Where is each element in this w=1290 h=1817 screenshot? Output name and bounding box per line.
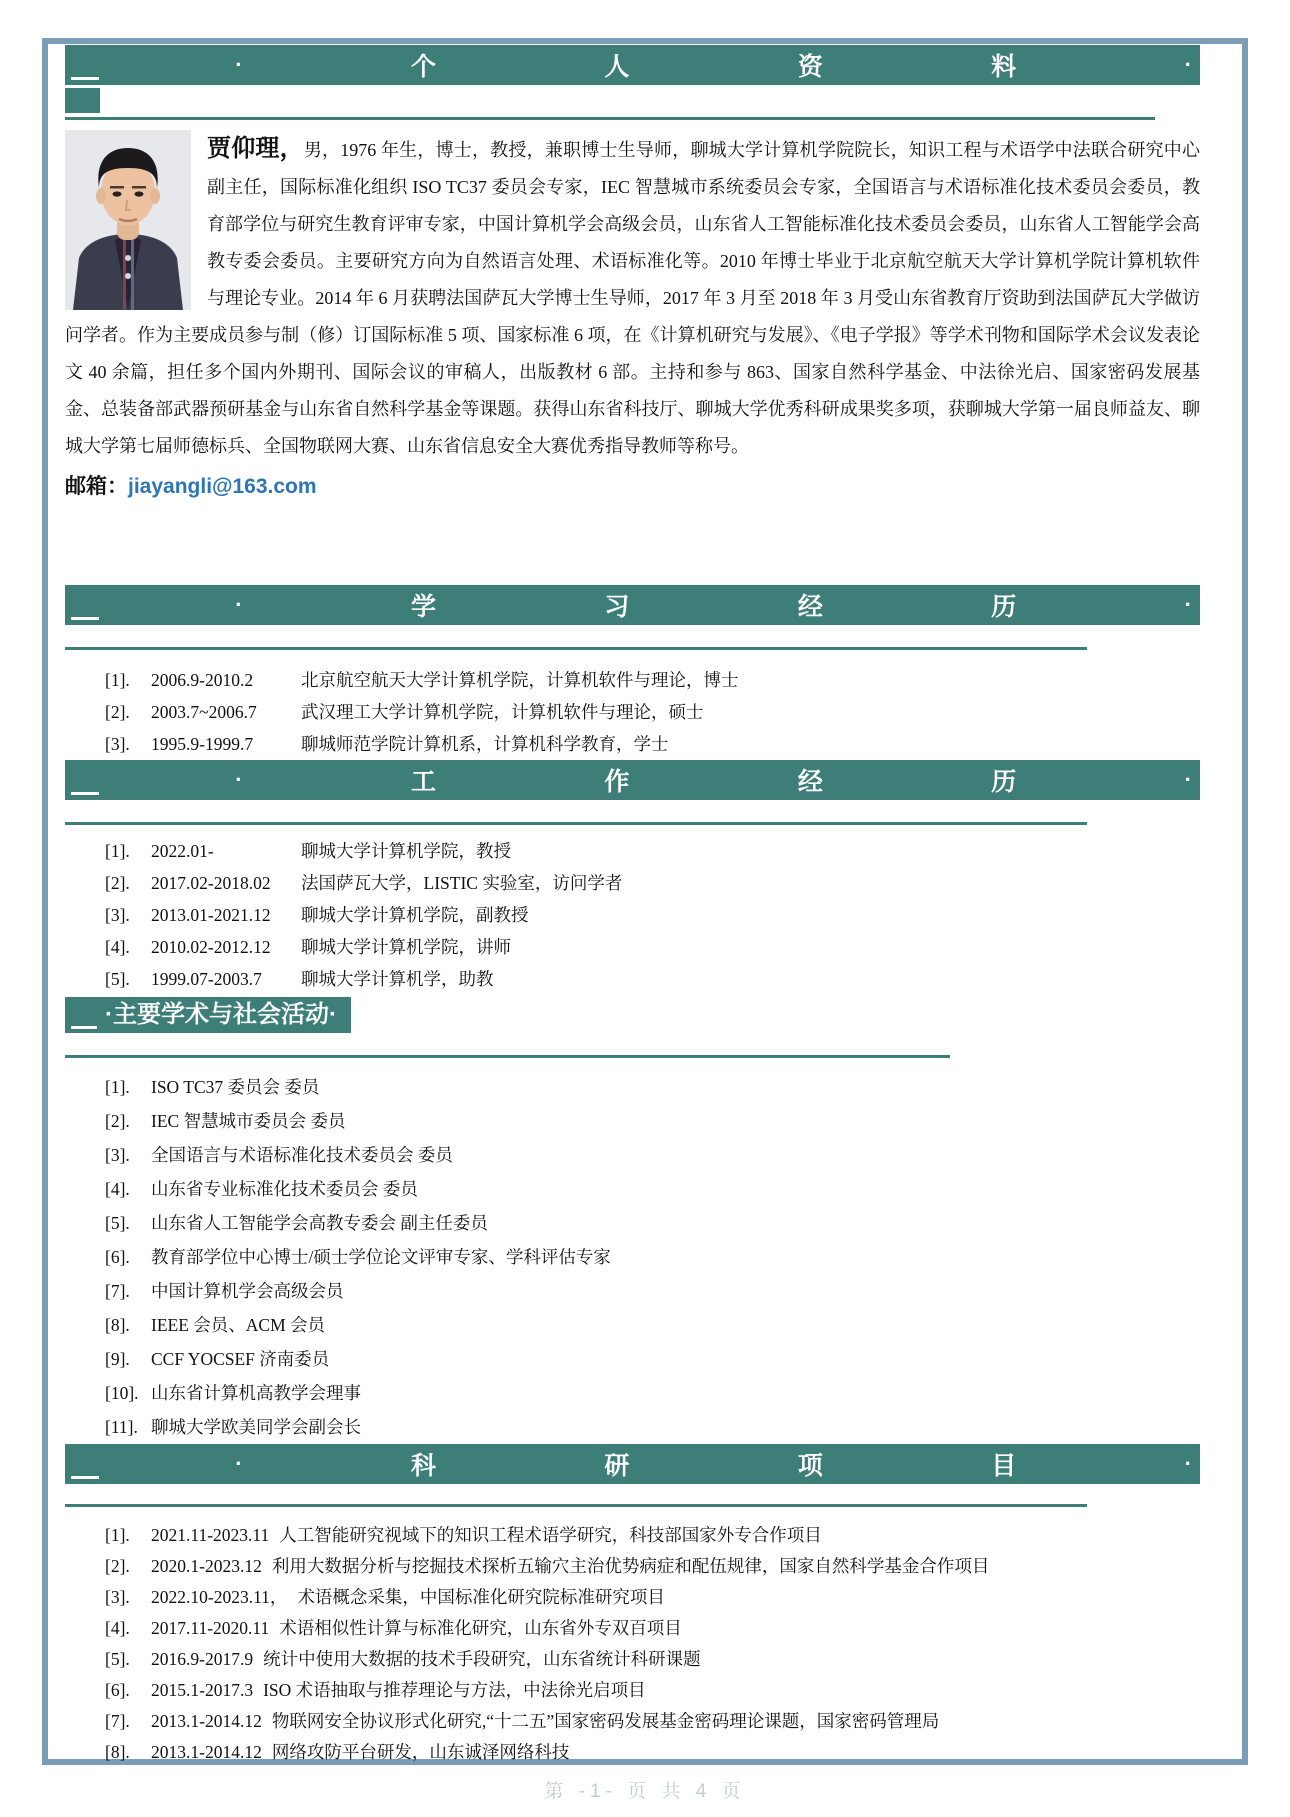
entry-index: [2]. bbox=[105, 1556, 130, 1576]
entry-text: ISO 术语抽取与推荐理论与方法，中法徐光启项目 bbox=[263, 1680, 646, 1700]
entry-date: 2021.11-2023.11 bbox=[151, 1525, 270, 1545]
activity-item bbox=[105, 1410, 1200, 1444]
entry-date: 1995.9-1999.7 bbox=[151, 734, 254, 754]
activity-item bbox=[105, 1070, 1200, 1104]
section-banner-education bbox=[65, 585, 1200, 625]
entry-index: [3]. bbox=[105, 734, 130, 754]
entry-index: [2]. bbox=[105, 1111, 130, 1131]
work-item bbox=[105, 835, 1200, 867]
entry-index: [1]. bbox=[105, 1077, 130, 1097]
banner-title-work: 工 作 经 历 bbox=[410, 768, 1017, 796]
entry-text: IEC 智慧城市委员会 委员 bbox=[151, 1111, 346, 1131]
entry-index: [11]. bbox=[105, 1417, 138, 1437]
entry-index: [5]. bbox=[105, 1213, 130, 1233]
banner-title-projects: 科 研 项 目 bbox=[410, 1452, 1017, 1480]
entry-index: [1]. bbox=[105, 841, 130, 861]
activity-item bbox=[105, 1172, 1200, 1206]
banner-dot: · bbox=[1184, 767, 1192, 792]
activity-item bbox=[105, 1308, 1200, 1342]
entry-text: 法国萨瓦大学，LISTIC 实验室，访问学者 bbox=[301, 873, 623, 893]
project-item bbox=[105, 1551, 1200, 1582]
project-item bbox=[105, 1520, 1200, 1551]
work-item bbox=[105, 963, 1200, 995]
entry-text: 教育部学位中心博士/硕士学位论文评审专家、学科评估专家 bbox=[151, 1247, 611, 1267]
entry-text: 聊城师范学院计算机系，计算机科学教育，学士 bbox=[301, 734, 669, 754]
entry-text: 北京航空航天大学计算机学院，计算机软件与理论，博士 bbox=[301, 670, 739, 690]
project-item bbox=[105, 1644, 1200, 1675]
entry-date: 2003.7~2006.7 bbox=[151, 702, 257, 722]
entry-date: 2013.01-2021.12 bbox=[151, 905, 271, 925]
entry-text: 术语概念采集，中国标准化研究院标准研究项目 bbox=[297, 1587, 665, 1607]
section-divider bbox=[65, 1504, 1087, 1507]
entry-text: 聊城大学计算机学院，教授 bbox=[301, 841, 511, 861]
banner-corner-block bbox=[65, 88, 100, 113]
cv-document bbox=[65, 45, 1200, 1768]
entry-text: 全国语言与术语标准化技术委员会 委员 bbox=[151, 1145, 453, 1165]
project-item bbox=[105, 1613, 1200, 1644]
work-list bbox=[65, 835, 1200, 995]
email-address[interactable]: jiayangli@163.com bbox=[128, 475, 317, 498]
banner-dot: · bbox=[1184, 592, 1192, 617]
entry-date: 2022.10-2023.11， bbox=[151, 1587, 288, 1607]
entry-text: 山东省专业标准化技术委员会 委员 bbox=[151, 1179, 418, 1199]
entry-index: [6]. bbox=[105, 1680, 130, 1700]
entry-text: 人工智能研究视域下的知识工程术语学研究，科技部国家外专合作项目 bbox=[279, 1525, 822, 1545]
work-item bbox=[105, 867, 1200, 899]
banner-dot: · bbox=[235, 592, 243, 617]
entry-text: 山东省计算机高教学会理事 bbox=[151, 1383, 361, 1403]
entry-index: [5]. bbox=[105, 969, 130, 989]
entry-index: [4]. bbox=[105, 1618, 130, 1638]
banner-title-profile: 个 人 资 料 bbox=[410, 53, 1017, 81]
entry-date: 2006.9-2010.2 bbox=[151, 670, 254, 690]
activity-item bbox=[105, 1342, 1200, 1376]
section-banner-profile bbox=[65, 45, 1200, 85]
activity-item bbox=[105, 1240, 1200, 1274]
education-item bbox=[105, 728, 1200, 760]
entry-index: [2]. bbox=[105, 873, 130, 893]
entry-index: [5]. bbox=[105, 1649, 130, 1669]
banner-dot: · bbox=[235, 1451, 243, 1476]
project-item bbox=[105, 1706, 1200, 1737]
entry-text: 聊城大学计算机学院，副教授 bbox=[301, 905, 529, 925]
activity-item bbox=[105, 1104, 1200, 1138]
entry-index: [2]. bbox=[105, 702, 130, 722]
activities-list bbox=[65, 1070, 1200, 1444]
section-banner-activities: ·主要学术与社会活动· bbox=[65, 997, 351, 1033]
banner-dot: · bbox=[235, 767, 243, 792]
entry-index: [3]. bbox=[105, 1145, 130, 1165]
project-item bbox=[105, 1737, 1200, 1768]
entry-index: [4]. bbox=[105, 1179, 130, 1199]
entry-text: 聊城大学计算机学，助教 bbox=[301, 969, 494, 989]
entry-date: 2016.9-2017.9 bbox=[151, 1649, 254, 1669]
education-list bbox=[65, 664, 1200, 760]
entry-text: CCF YOCSEF 济南委员 bbox=[151, 1349, 330, 1369]
section-divider bbox=[65, 1055, 950, 1058]
entry-text: 统计中使用大数据的技术手段研究，山东省统计科研课题 bbox=[263, 1649, 701, 1669]
entry-date: 1999.07-2003.7 bbox=[151, 969, 262, 989]
entry-index: [7]. bbox=[105, 1281, 130, 1301]
section-banner-projects bbox=[65, 1444, 1200, 1484]
entry-date: 2013.1-2014.12 bbox=[151, 1711, 262, 1731]
entry-index: [1]. bbox=[105, 1525, 130, 1545]
entry-text: 聊城大学欧美同学会副会长 bbox=[151, 1417, 361, 1437]
entry-index: [9]. bbox=[105, 1349, 130, 1369]
entry-index: [10]. bbox=[105, 1383, 139, 1403]
work-item bbox=[105, 899, 1200, 931]
activity-item bbox=[105, 1206, 1200, 1240]
email-label: 邮箱： bbox=[65, 475, 128, 498]
entry-text: ISO TC37 委员会 委员 bbox=[151, 1077, 320, 1097]
section-divider bbox=[65, 117, 1155, 120]
entry-index: [1]. bbox=[105, 670, 130, 690]
project-item bbox=[105, 1675, 1200, 1706]
entry-index: [6]. bbox=[105, 1247, 130, 1267]
education-item bbox=[105, 664, 1200, 696]
entry-index: [7]. bbox=[105, 1711, 130, 1731]
activity-item bbox=[105, 1376, 1200, 1410]
entry-index: [3]. bbox=[105, 905, 130, 925]
banner-dot: · bbox=[1184, 1451, 1192, 1476]
entry-date: 2022.01- bbox=[151, 841, 214, 861]
entry-date: 2017.11-2020.11 bbox=[151, 1618, 270, 1638]
activity-item bbox=[105, 1138, 1200, 1172]
entry-text: 中国计算机学会高级会员 bbox=[151, 1281, 344, 1301]
entry-index: [8]. bbox=[105, 1742, 130, 1762]
entry-index: [8]. bbox=[105, 1315, 130, 1335]
entry-text: 网络攻防平台研发，山东诚泽网络科技 bbox=[271, 1742, 570, 1762]
entry-text: 聊城大学计算机学院，讲师 bbox=[301, 937, 511, 957]
project-item bbox=[105, 1582, 1200, 1613]
section-banner-work bbox=[65, 760, 1200, 800]
entry-text: 利用大数据分析与挖掘技术探析五输穴主治优势病症和配伍规律，国家自然科学基金合作项目 bbox=[271, 1556, 990, 1576]
profile-block bbox=[65, 130, 1200, 503]
banner-title-education: 学 习 经 历 bbox=[410, 593, 1017, 621]
banner-dot: · bbox=[235, 52, 243, 77]
entry-date: 2013.1-2014.12 bbox=[151, 1742, 262, 1762]
email-row bbox=[65, 471, 1200, 503]
work-item bbox=[105, 931, 1200, 963]
entry-index: [4]. bbox=[105, 937, 130, 957]
entry-text: 物联网安全协议形式化研究,“十二五”国家密码发展基金密码理论课题，国家密码管理局 bbox=[271, 1711, 940, 1731]
bio-text: 男，1976 年生，博士，教授，兼职博士生导师，聊城大学计算机学院院长，知识工程与术语学中法联合研究中心副主任，国际标准化组织 ISO TC37 委员会专家，IEC 智慧城市系统委员会专家，全国语言与术语标准化技术委员会委员，教育部学位与研究生教育评审专家，中国计算机学会高级会员，山东省人工智能标准化技术委员会委员，山东省人工智能学会高教专委会委员。主要研究方向为自然语言处理、术语标准化等。2010 年博士毕业于北京航空航天大学计算机学院计算机软件与理论专业。2014 年 6 月获聘法国萨瓦大学博士生导师，2017 年 3 月至 2018 年 3 月受山东省教育厅资助到法国萨瓦大学做访问学者。作为主要成员参与制（修）订国际标准 5 项、国家标准 6 项，在《计算机研究与发展》、《电子学报》等学术刊物和国际学术会议发表论文 40 余篇，担任多个国内外期刊、国际会议的审稿人，出版教材 6 部。主持和参与 863、国家自然科学基金、中法徐光启、国家密码发展基金、总装备部武器预研基金与山东省自然科学基金等课题。获得山东省科技厅、聊城大学优秀科研成果奖多项，获聊城大学第一届良师益友、聊城大学第七届师德标兵、全国物联网大赛、山东省信息安全大赛优秀指导教师等称号。 bbox=[65, 140, 1200, 456]
banner-dot: · bbox=[1184, 52, 1192, 77]
entry-text: IEEE 会员、ACM 会员 bbox=[151, 1315, 326, 1335]
entry-text: 术语相似性计算与标准化研究，山东省外专双百项目 bbox=[279, 1618, 682, 1638]
entry-text: 武汉理工大学计算机学院，计算机软件与理论，硕士 bbox=[301, 702, 704, 722]
entry-index: [3]. bbox=[105, 1587, 130, 1607]
education-item bbox=[105, 696, 1200, 728]
profile-photo bbox=[65, 130, 191, 310]
entry-date: 2020.1-2023.12 bbox=[151, 1556, 262, 1576]
section-divider bbox=[65, 822, 1087, 825]
entry-date: 2015.1-2017.3 bbox=[151, 1680, 254, 1700]
profile-bio bbox=[65, 130, 1200, 465]
page-number: 第 -1- 页 共 4 页 bbox=[544, 1781, 746, 1802]
portrait-illustration bbox=[65, 130, 191, 310]
activity-item bbox=[105, 1274, 1200, 1308]
entry-text: 山东省人工智能学会高教专委会 副主任委员 bbox=[151, 1213, 488, 1233]
entry-date: 2010.02-2012.12 bbox=[151, 937, 271, 957]
person-name: 贾仰理， bbox=[207, 135, 304, 162]
entry-date: 2017.02-2018.02 bbox=[151, 873, 271, 893]
section-divider bbox=[65, 647, 1087, 650]
projects-list bbox=[65, 1520, 1200, 1768]
